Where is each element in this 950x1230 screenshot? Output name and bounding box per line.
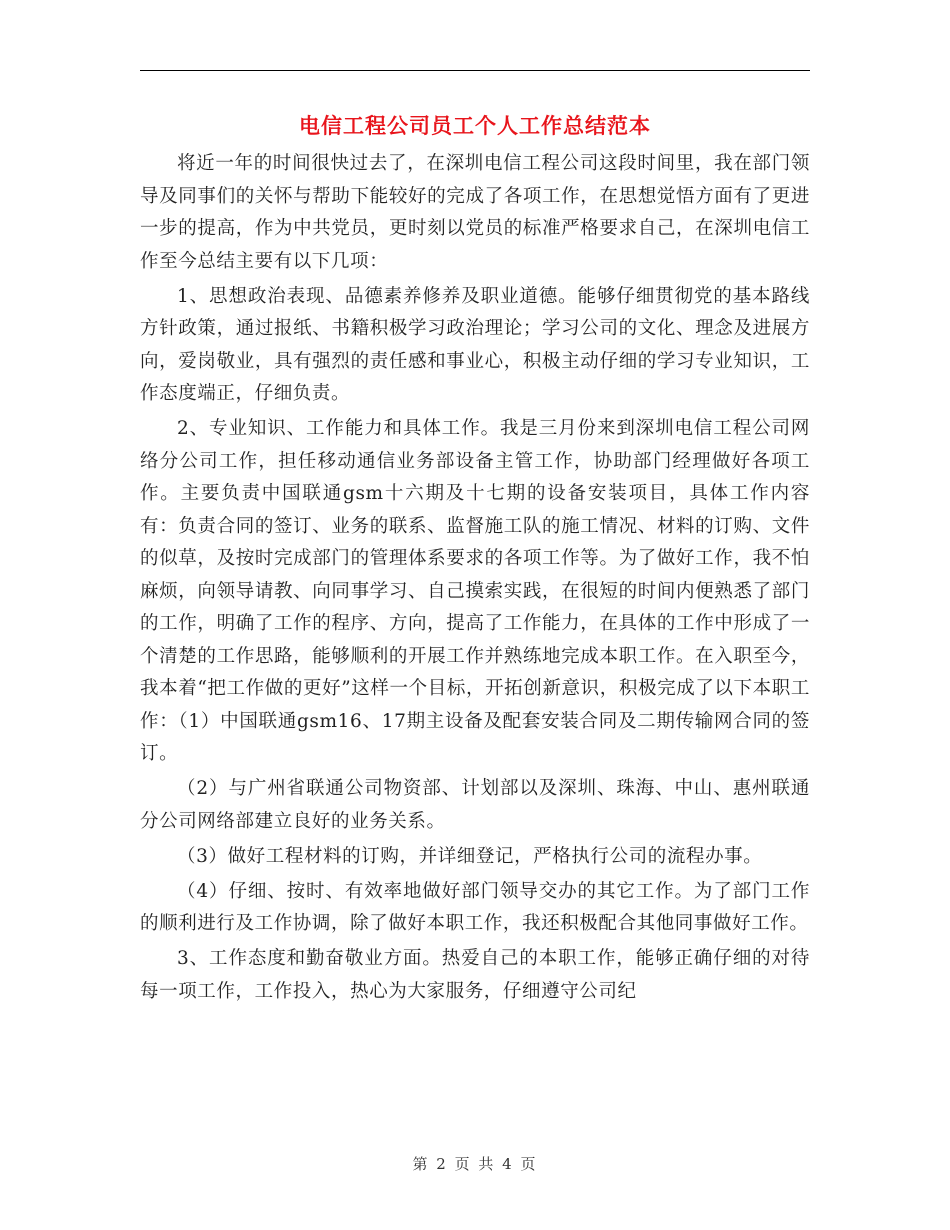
paragraph-section-3: 3、工作态度和勤奋敬业方面。热爱自己的本职工作，能够正确仔细的对待每一项工作，工作投入，热心为大家服务，仔细遵守公司纪 xyxy=(140,948,810,1002)
paragraph-intro: 将近一年的时间很快过去了，在深圳电信工程公司这段时间里，我在部门领导及同事们的关怀与帮助下能较好的完成了各项工作，在思想觉悟方面有了更进一步的提高，作为中共党员，更时刻以党员的标准严格要求自己，在深圳电信工作至今总结主要有以下几项： xyxy=(140,153,810,272)
paragraph-item-4: （4）仔细、按时、有效率地做好部门领导交办的其它工作。为了部门工作的顺利进行及工作协调，除了做好本职工作，我还积极配合其他同事做好工作。 xyxy=(140,880,810,934)
page-footer: 第 2 页 共 4 页 xyxy=(412,1155,538,1173)
document-title: 电信工程公司员工个人工作总结范本 xyxy=(299,113,651,138)
document-body xyxy=(140,148,810,1011)
paragraph-item-3: （3）做好工程材料的订购，并详细登记，严格执行公司的流程办事。 xyxy=(177,845,763,867)
paragraph-item-2: （2）与广州省联通公司物资部、计划部以及深圳、珠海、中山、惠州联通分公司网络部建立良好的业务关系。 xyxy=(140,778,810,832)
paragraph-section-2: 2、专业知识、工作能力和具体工作。我是三月份来到深圳电信工程公司网络分公司工作，担任移动通信业务部设备主管工作，协助部门经理做好各项工作。主要负责中国联通gsm十六期及十七期的设备安装项目，具体工作内容有：负责合同的签订、业务的联系、监督施工队的施工情况、材料的订购、文件的似草，及按时完成部门的管理体系要求的各项工作等。为了做好工作，我不怕麻烦，向领导请教、向同事学习、自己摸索实践，在很短的时间内便熟悉了部门的工作，明确了工作的程序、方向，提高了工作能力，在具体的工作中形成了一个清楚的工作思路，能够顺利的开展工作并熟练地完成本职工作。在入职至今，我本着“把工作做的更好”这样一个目标，开拓创新意识，积极完成了以下本职工作：（1）中国联通gsm16、17期主设备及配套安装合同及二期传输网合同的签订。 xyxy=(140,418,810,764)
paragraph-section-1: 1、思想政治表现、品德素养修养及职业道德。能够仔细贯彻党的基本路线方针政策，通过报纸、书籍积极学习政治理论；学习公司的文化、理念及进展方向，爱岗敬业，具有强烈的责任感和事业心，积极主动仔细的学习专业知识，工作态度端正，仔细负责。 xyxy=(140,285,810,404)
header-rule xyxy=(140,70,810,71)
